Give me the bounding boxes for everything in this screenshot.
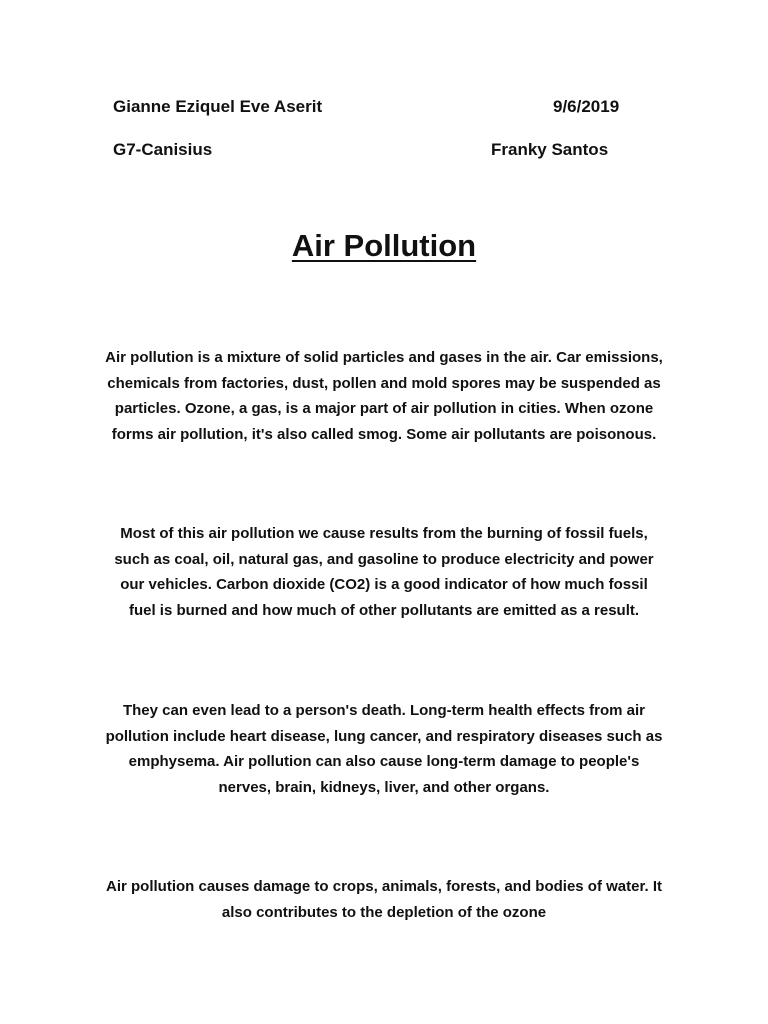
student-name: Gianne Eziquel Eve Aserit <box>113 97 323 116</box>
paragraph-3: They can even lead to a person's death. Long-term health effects from air pollution include heart disease, lung cancer, and respiratory diseases such as emphysema. Air pollution can also cause long-term damage to people's nerves, brain, kidneys, liver, and other organs. <box>105 702 663 796</box>
paragraph-2: Most of this air pollution we cause results from the burning of fossil fuels, such as coal, oil, natural gas, and gasoline to produce electricity and power our vehicles. Carbon dioxide (CO2) is a good indicator of how much fossil fuel is burned and how much of other pollutants are emitted as a result. <box>114 525 654 619</box>
paragraph-4: Air pollution causes damage to crops, animals, forests, and bodies of water. It also contributes to the depletion of the ozone <box>106 878 662 921</box>
paragraph-1: Air pollution is a mixture of solid particles and gases in the air. Car emissions, chemicals from factories, dust, pollen and mold spores may be suspended as particles. Ozone, a gas, is a major part of air pollution in cities. When ozone forms air pollution, it's also called smog. Some air pollutants are poisonous. <box>105 349 663 443</box>
grade-section: G7-Canisius <box>113 140 213 159</box>
teacher-name: Franky Santos <box>491 140 609 159</box>
document-title: Air Pollution <box>291 228 477 263</box>
document-title-block <box>0 226 768 266</box>
document-date: 9/6/2019 <box>553 97 620 116</box>
